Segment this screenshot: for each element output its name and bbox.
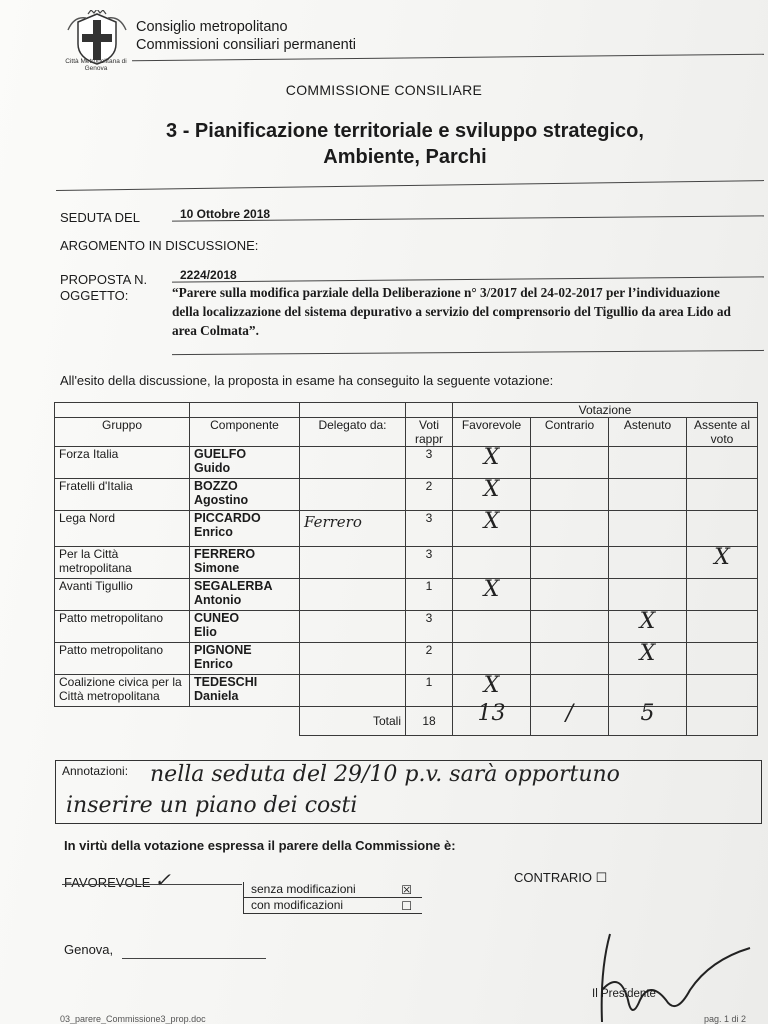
date-rule	[122, 958, 266, 959]
row-voti: 3	[406, 511, 453, 547]
row-delegato	[300, 479, 406, 511]
title-line-2: Ambiente, Parchi	[323, 146, 487, 168]
row-cognome: GUELFO	[194, 447, 247, 461]
row-gruppo: Avanti Tigullio	[55, 579, 190, 611]
row-nome: Daniela	[194, 689, 239, 703]
col-gruppo: Gruppo	[55, 418, 190, 447]
table-row	[55, 447, 758, 479]
checkbox-icon: ☐	[401, 899, 412, 913]
row-delegato	[300, 611, 406, 643]
seduta-label: SEDUTA DEL	[60, 210, 140, 225]
row-cognome: FERRERO	[194, 547, 256, 561]
table-row	[55, 579, 758, 611]
row-voti: 1	[406, 675, 453, 707]
row-gruppo: Fratelli d'Italia	[55, 479, 190, 511]
commission-label: COMMISSIONE CONSILIARE	[285, 82, 483, 98]
row-gruppo: Patto metropolitano	[55, 611, 190, 643]
option-con-modificazioni	[244, 898, 422, 914]
signature-scribble	[580, 930, 760, 1024]
footer-page-number: pag. 1 di 2	[704, 1014, 747, 1024]
vote-mark: X	[483, 445, 500, 470]
vote-intro: All'esito della discussione, la proposta in esame ha conseguito la seguente votazione:	[60, 373, 554, 388]
annotation-handwriting-line-2: inserire un piano dei costi	[66, 793, 358, 818]
row-voti: 1	[406, 579, 453, 611]
proposta-label: PROPOSTA N.	[60, 272, 148, 287]
totals-row	[55, 707, 758, 736]
col-delegato: Delegato da:	[300, 418, 406, 447]
col-voti: Voti rappr	[406, 418, 453, 447]
header-rule	[132, 54, 764, 62]
option-label: senza modificazioni	[251, 882, 356, 896]
seduta-date: 10 Ottobre 2018	[180, 207, 271, 221]
vote-mark: X	[639, 641, 656, 666]
row-gruppo: Lega Nord	[55, 511, 190, 547]
row-gruppo: Coalizione civica per la Città metropolitana	[55, 675, 190, 707]
proposta-number: 2224/2018	[180, 268, 237, 282]
favorevole-check-mark: ✓	[154, 868, 171, 892]
oggetto-label: OGGETTO:	[60, 288, 129, 303]
row-cognome: CUNEO	[194, 611, 240, 625]
row-cognome: SEGALERBA	[194, 579, 273, 593]
vote-mark: X	[483, 509, 500, 534]
row-gruppo: Patto metropolitano	[55, 643, 190, 675]
commission-title	[0, 118, 768, 170]
modification-options	[243, 882, 422, 914]
totals-label: Totali	[300, 707, 406, 736]
row-delegato: Ferrero	[300, 511, 406, 547]
logo-caption: Città Metropolitana di Genova	[65, 58, 127, 72]
row-nome: Antonio	[194, 593, 242, 607]
annotations-label: Annotazioni:	[62, 764, 129, 778]
footer-filename: 03_parere_Commissione3_prop.doc	[60, 1014, 206, 1024]
row-cognome: PICCARDO	[194, 511, 261, 525]
table-row	[55, 479, 758, 511]
votazione-header: Votazione	[453, 403, 758, 418]
vote-table	[54, 402, 758, 736]
place-label: Genova,	[64, 942, 114, 957]
col-assente: Assente al voto	[687, 418, 758, 447]
title-rule	[56, 180, 764, 191]
favorevole-option	[64, 868, 171, 892]
row-gruppo: Per la Città metropolitana	[55, 547, 190, 579]
row-nome: Enrico	[194, 657, 233, 671]
option-label: con modificazioni	[251, 898, 344, 912]
table-row	[55, 547, 758, 579]
row-cognome: BOZZO	[194, 479, 238, 493]
row-cognome: TEDESCHI	[194, 675, 258, 689]
row-nome: Elio	[194, 625, 217, 639]
row-cognome: PIGNONE	[194, 643, 252, 657]
table-row	[55, 511, 758, 547]
row-delegato	[300, 547, 406, 579]
verdict-intro: In virtù della votazione espressa il parere della Commissione è:	[64, 838, 456, 853]
row-nome: Guido	[194, 461, 231, 475]
oggetto-rule	[172, 350, 764, 355]
row-delegato	[300, 675, 406, 707]
header-title: Consiglio metropolitano	[136, 19, 288, 35]
row-voti: 3	[406, 547, 453, 579]
title-line-1: 3 - Pianificazione territoriale e sviluppo strategico,	[166, 120, 644, 142]
col-astenuto: Astenuto	[609, 418, 687, 447]
row-gruppo: Forza Italia	[55, 447, 190, 479]
vote-mark: X	[483, 577, 500, 602]
favorevole-label: FAVOREVOLE	[64, 875, 151, 890]
row-delegato	[300, 447, 406, 479]
row-nome: Enrico	[194, 525, 233, 539]
vote-mark: X	[714, 545, 730, 570]
option-senza-modificazioni	[244, 882, 422, 898]
oggetto-text: “Parere sulla modifica parziale della Deliberazione n° 3/2017 del 24-02-2017 per l’individuazione della localizzazione del sistema depurativo a servizio del comprensorio del Tigullio da area Lido ad area Colmata”.	[172, 285, 731, 338]
contrario-option	[514, 870, 607, 886]
vote-mark: X	[483, 673, 500, 698]
checkbox-icon: ☒	[401, 883, 412, 897]
vote-mark: X	[483, 477, 500, 502]
table-row	[55, 611, 758, 643]
row-voti: 2	[406, 479, 453, 511]
row-nome: Simone	[194, 561, 240, 575]
presidente-label: Il Presidente	[592, 988, 656, 1000]
col-componente: Componente	[190, 418, 300, 447]
favorevole-rule	[62, 884, 242, 885]
table-row	[55, 643, 758, 675]
row-voti: 2	[406, 643, 453, 675]
annotation-handwriting-line-1: nella seduta del 29/10 p.v. sarà opportuno	[150, 762, 620, 787]
header-subtitle: Commissioni consiliari permanenti	[136, 37, 356, 53]
vote-mark: X	[639, 609, 656, 634]
row-delegato	[300, 643, 406, 675]
contrario-checkbox-icon: ☐	[595, 870, 608, 885]
row-voti: 3	[406, 611, 453, 643]
totals-favorevole: 13	[477, 701, 506, 726]
row-delegato	[300, 579, 406, 611]
row-voti: 3	[406, 447, 453, 479]
col-favorevole: Favorevole	[453, 418, 531, 447]
totals-contrario: /	[565, 701, 574, 726]
contrario-label: CONTRARIO	[514, 870, 592, 885]
totals-astenuto: 5	[640, 701, 655, 726]
totals-voti: 18	[406, 707, 453, 736]
row-nome: Agostino	[194, 493, 249, 507]
proposta-rule	[172, 276, 764, 282]
col-contrario: Contrario	[531, 418, 609, 447]
argomento-label: ARGOMENTO IN DISCUSSIONE:	[60, 238, 259, 253]
